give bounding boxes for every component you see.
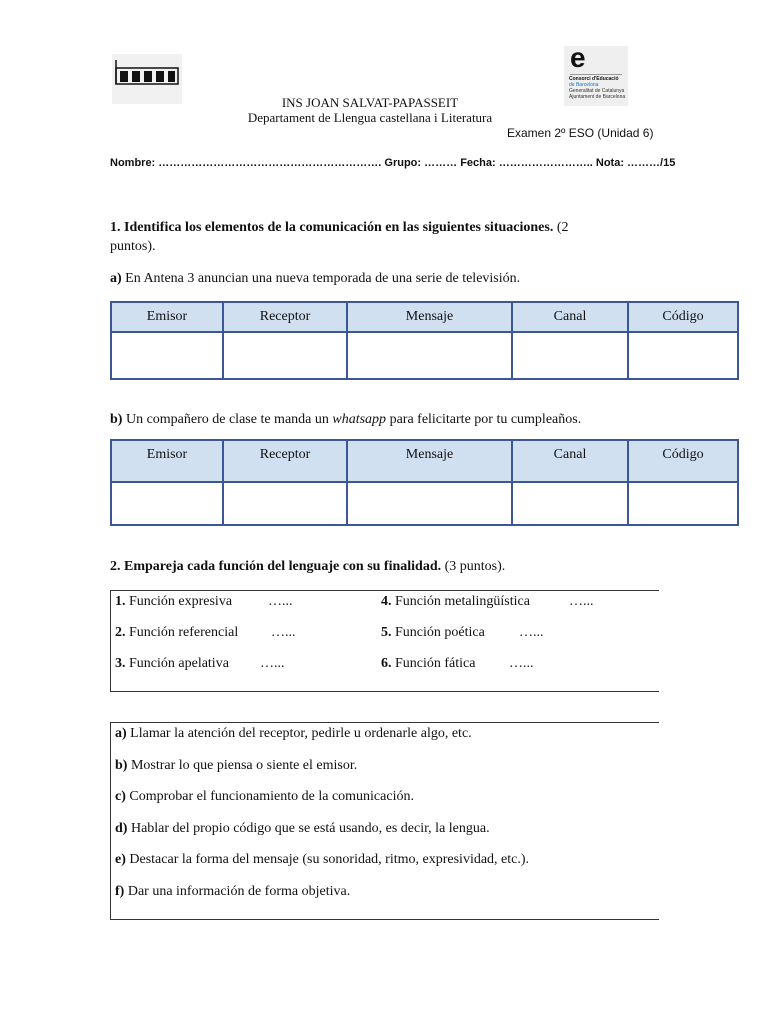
q1-a-label: a): [110, 271, 122, 286]
q1-title-points: (2: [553, 220, 569, 235]
purpose-text: Destacar la forma del mensaje (su sonoridad, ritmo, expresividad, etc.).: [125, 852, 530, 867]
name-field[interactable]: Nombre: …………………………………………………….: [110, 157, 382, 169]
answer-cell-emisor[interactable]: [111, 332, 223, 379]
purpose-letter: d): [115, 821, 128, 836]
answer-cell-codigo[interactable]: [628, 332, 738, 379]
column-header-codigo: Código: [628, 440, 738, 482]
functions-box: [110, 590, 659, 692]
function-number: 2.: [115, 625, 126, 640]
q1-b-statement: [110, 410, 581, 429]
answer-cell-codigo[interactable]: [628, 482, 738, 525]
purpose-letter: e): [115, 852, 126, 867]
function-number: 6.: [381, 656, 392, 671]
q1-a-statement: [110, 269, 520, 288]
function-blank-1[interactable]: …...: [268, 594, 293, 609]
function-item-5: [381, 625, 485, 641]
q2-title-bold: 2. Empareja cada función del lenguaje con su finalidad.: [110, 559, 442, 574]
function-text: Función metalingüística: [391, 594, 530, 609]
column-header-codigo: Código: [628, 302, 738, 332]
function-blank-2[interactable]: …...: [271, 625, 296, 640]
purpose-text: Hablar del propio código que se está usando, es decir, la lengua.: [127, 821, 490, 836]
function-item-4: [381, 594, 530, 610]
q1-b-label: b): [110, 412, 123, 427]
function-number: 3.: [115, 656, 126, 671]
answer-cell-canal[interactable]: [512, 332, 628, 379]
answer-cell-mensaje[interactable]: [347, 332, 512, 379]
purpose-letter: c): [115, 789, 126, 804]
q1-b-text-2: para felicitarte por tu cumpleaños.: [386, 412, 582, 427]
purpose-item-d: [115, 821, 490, 837]
column-header-canal: Canal: [512, 302, 628, 332]
purpose-letter: f): [115, 884, 125, 899]
column-header-mensaje: Mensaje: [347, 302, 512, 332]
q1-b-table: [110, 439, 739, 526]
function-text: Función referencial: [125, 625, 239, 640]
function-text: Función fática: [391, 656, 476, 671]
purposes-box: [110, 722, 659, 920]
function-text: Función poética: [391, 625, 485, 640]
function-blank-4[interactable]: …...: [569, 594, 594, 609]
function-number: 5.: [381, 625, 392, 640]
q1-a-table: [110, 301, 739, 380]
q1-title-points-2: puntos).: [110, 239, 156, 254]
function-text: Función expresiva: [125, 594, 233, 609]
purpose-text: Llamar la atención del receptor, pedirle u ordenarle algo, etc.: [126, 726, 472, 741]
function-item-3: [115, 656, 229, 672]
purpose-item-c: [115, 789, 414, 805]
function-blank-5[interactable]: …...: [519, 625, 544, 640]
q2-title-points: (3 puntos).: [441, 559, 506, 574]
q1-a-text: En Antena 3 anuncian una nueva temporada de una serie de televisión.: [121, 271, 521, 286]
function-number: 4.: [381, 594, 392, 609]
column-header-emisor: Emisor: [111, 302, 223, 332]
answer-cell-mensaje[interactable]: [347, 482, 512, 525]
purpose-text: Mostrar lo que piensa o siente el emisor.: [127, 758, 358, 773]
purpose-letter: b): [115, 758, 128, 773]
purpose-item-e: [115, 852, 529, 868]
q1-b-text-italic: whatsapp: [332, 412, 387, 427]
column-header-emisor: Emisor: [111, 440, 223, 482]
student-fields: [110, 157, 675, 169]
answer-cell-canal[interactable]: [512, 482, 628, 525]
function-item-1: [115, 594, 232, 610]
consorci-logo-line3: Generalitat de Catalunya: [569, 88, 625, 94]
function-item-6: [381, 656, 475, 672]
date-field[interactable]: Fecha: ……………………..: [460, 157, 593, 169]
answer-cell-emisor[interactable]: [111, 482, 223, 525]
purpose-letter: a): [115, 726, 127, 741]
function-blank-3[interactable]: …...: [260, 656, 285, 671]
column-header-canal: Canal: [512, 440, 628, 482]
column-header-mensaje: Mensaje: [347, 440, 512, 482]
function-number: 1.: [115, 594, 126, 609]
exam-title: Examen 2º ESO (Unidad 6): [507, 126, 654, 140]
school-name: INS JOAN SALVAT-PAPASSEIT: [281, 95, 459, 110]
consorci-logo-letter: e: [570, 42, 586, 73]
score-field[interactable]: Nota: ………/15: [595, 157, 676, 169]
function-item-2: [115, 625, 238, 641]
purpose-text: Dar una información de forma objetiva.: [124, 884, 351, 899]
q1-title: [110, 218, 630, 256]
q2-title: [110, 557, 505, 576]
answer-cell-receptor[interactable]: [223, 332, 347, 379]
group-field[interactable]: Grupo: ………: [384, 157, 458, 169]
department-name: Departament de Llengua castellana i Literatura: [247, 110, 493, 125]
purpose-item-f: [115, 884, 350, 900]
column-header-receptor: Receptor: [223, 302, 347, 332]
consorci-logo-line2: de Barcelona: [569, 82, 599, 88]
consorci-logo-line1: Consorci d'Educació: [569, 76, 619, 82]
function-text: Función apelativa: [125, 656, 229, 671]
q1-b-text-1: Un compañero de clase te manda un: [122, 412, 333, 427]
purpose-item-a: [115, 726, 472, 742]
q1-title-bold: 1. Identifica los elementos de la comunicación en las siguientes situaciones.: [110, 220, 554, 235]
consorci-logo-line4: Ajuntament de Barcelona: [569, 94, 626, 100]
function-blank-6[interactable]: …...: [509, 656, 534, 671]
purpose-item-b: [115, 758, 357, 774]
purpose-text: Comprobar el funcionamiento de la comunicación.: [125, 789, 414, 804]
answer-cell-receptor[interactable]: [223, 482, 347, 525]
column-header-receptor: Receptor: [223, 440, 347, 482]
